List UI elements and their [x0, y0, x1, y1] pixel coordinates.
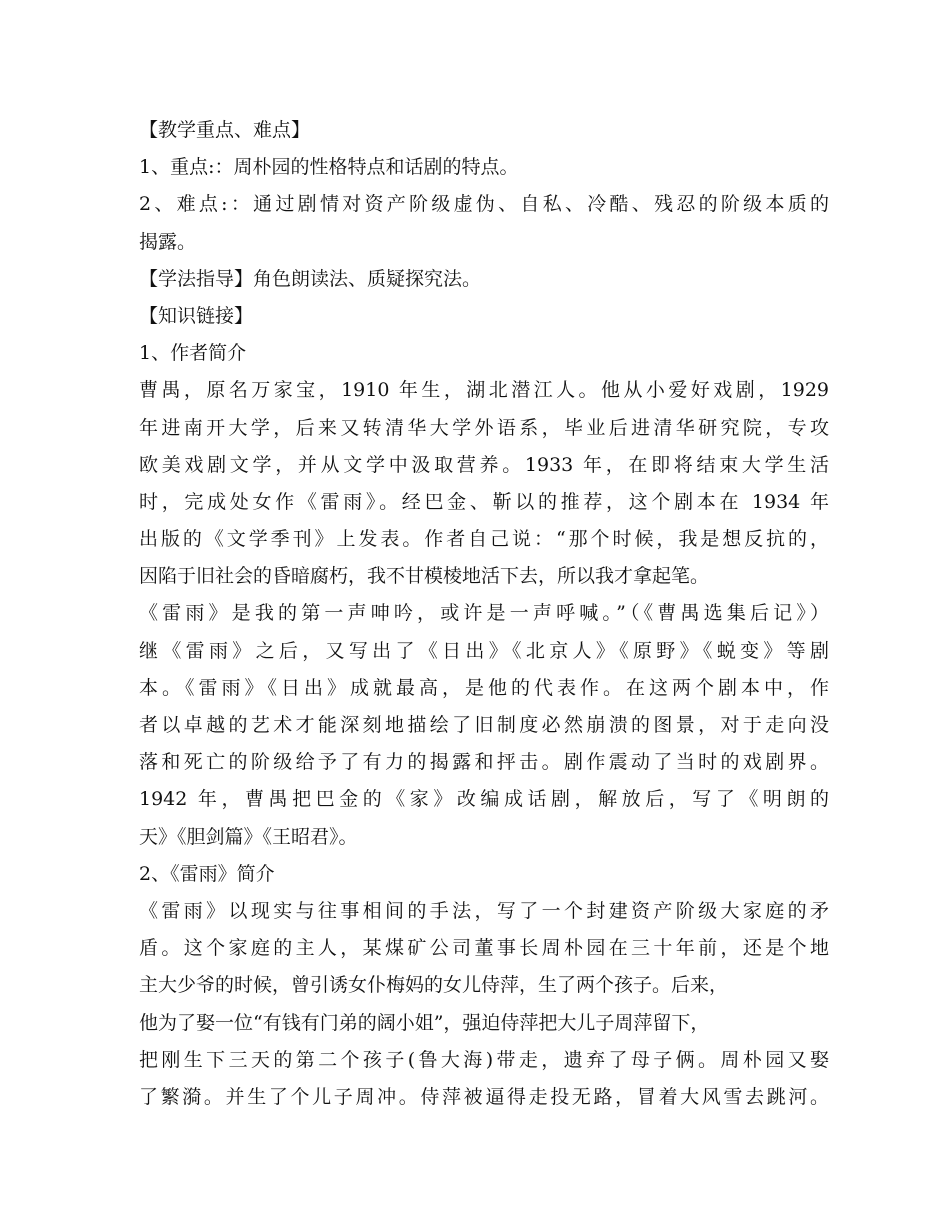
text-line: 年进南开大学，后来又转清华大学外语系，毕业后进清华研究院，专攻: [139, 416, 829, 439]
text-line: 1、重点:：周朴园的性格特点和话剧的特点。: [139, 156, 519, 179]
text-line: 时，完成处女作《雷雨》。经巴金、靳以的推荐，这个剧本在 1934 年: [139, 490, 829, 513]
text-line: 者以卓越的艺术才能深刻地描绘了旧制度必然崩溃的图景，对于走向没: [139, 714, 829, 736]
text-line: 继《雷雨》之后，又写出了《日出》《北京人》《原野》《蜕变》等剧: [139, 639, 829, 662]
text-line: 天》《胆剑篇》《王昭君》。: [139, 825, 358, 848]
text-line: 出版的《文学季刊》上发表。作者自己说：“那个时候，我是想反抗的，: [139, 528, 829, 551]
section-heading-knowledge-link: 【知识链接】: [139, 304, 254, 327]
text-line: 揭露。: [139, 230, 197, 253]
text-line: 把刚生下三天的第二个孩子(鲁大海)带走，遗弃了母子俩。周朴园又娶: [139, 1048, 829, 1071]
text-line: 他为了娶一位“有钱有门弟的阔小姐”，强迫侍萍把大儿子周萍留下，: [139, 1011, 710, 1034]
section-heading-study-method: 【学法指导】角色朗读法、质疑探究法。: [139, 267, 482, 290]
text-line: 欧美戏剧文学，并从文学中汲取营养。1933 年，在即将结束大学生活: [139, 453, 829, 476]
text-line: 因陷于旧社会的昏暗腐朽，我不甘模棱地活下去，所以我才拿起笔。: [139, 565, 710, 588]
document-body: [139, 112, 829, 1116]
text-line: 2、难点:：通过剧情对资产阶级虚伪、自私、冷酷、残忍的阶级本质的: [139, 193, 829, 216]
section-heading-teaching-focus: 【教学重点、难点】: [139, 119, 311, 141]
text-line: 主大少爷的时候，曾引诱女仆梅妈的女儿侍萍，生了两个孩子。后来，: [139, 974, 729, 997]
subheading-thunderstorm-intro: 2、《雷雨》简介: [139, 862, 275, 885]
text-line: 曹禺，原名万家宝，1910 年生，湖北潜江人。他从小爱好戏剧，1929: [139, 379, 829, 402]
text-line: 了繁漪。并生了个儿子周冲。侍萍被逼得走投无路，冒着大风雪去跳河。: [139, 1085, 829, 1108]
text-line: 落和死亡的阶级给予了有力的揭露和抨击。剧作震动了当时的戏剧界。: [139, 751, 829, 774]
text-line: 《雷雨》以现实与往事相间的手法，写了一个封建资产阶级大家庭的矛: [139, 899, 829, 922]
text-line: 1942 年，曹禺把巴金的《家》改编成话剧，解放后，写了《明朗的: [139, 788, 829, 811]
text-line: 盾。这个家庭的主人，某煤矿公司董事长周朴园在三十年前，还是个地: [139, 937, 829, 960]
subheading-author-intro: 1、作者简介: [139, 342, 247, 365]
text-line: 《雷雨》是我的第一声呻吟，或许是一声呼喊。”（《曹禺选集后记》）: [139, 602, 829, 625]
text-line: 本。《雷雨》《日出》成就最高，是他的代表作。在这两个剧本中，作: [139, 676, 829, 699]
